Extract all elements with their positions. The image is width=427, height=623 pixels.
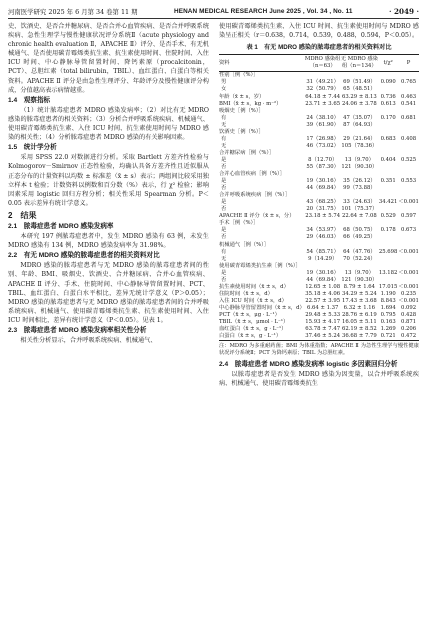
cell-p: 0.235 [401,290,417,297]
cell-variable: 无 [221,255,227,262]
cell-no-mdro: 62.19 ± 8.52 [341,326,377,333]
paragraph-statistics: 采用 SPSS 22.0 对数据进行分析。采取 Bartlett 方差齐性检验与 Kolmogorov－Smirnov 正态性检验，均确认具备方差齐性且近似服从正态分布的计量资料以均数 ± 标准差（x̄ ± s）表示；两组间比较采用独立样本 t 检验；计数资料以例数和百分数（%）表示，行 χ² 检验；影响因素采用 logistic 回归方程分析；相关性采用 Spearman 分析。P＜0.05 表示差异有统计学意义。 [8,154,209,207]
table-row [219,94,419,101]
cell-p [398,192,419,199]
cell-mdro: 23.18 ± 5.74 [305,213,341,220]
cell-p [398,185,419,192]
cell-mdro: 17（26.98） [306,135,339,142]
cell-no-mdro: 66（49.25） [343,234,376,241]
cell-variable: 无 [221,121,227,128]
cell-p: ＜0.001 [398,199,419,206]
cell-p: ＜0.001 [398,269,419,276]
cell-mdro: 44（69.84） [306,185,339,192]
cell-mdro: 6.64 ± 1.37 [306,304,339,311]
paragraph-observation-indices: （1）统计脓毒症患者 MDRO 感染发病率；（2）对比有无 MDRO 感染的脓毒症患者的相关资料；（3）分析合并呼吸系统疾病、机械通气、使用碳青霉烯类抗生素、入住 ICU 时间、抗生素使用时间与 MDRO 感染的相关性；（4）分析脓毒症患者 MDRO 感染的有关影响因素。 [8,106,209,142]
cell-p: 0.472 [401,333,417,340]
cell-stat [378,150,398,157]
table-row [219,256,419,263]
cell-mdro: 35.18 ± 4.06 [305,290,341,297]
cell-no-mdro: 33（24.63） [343,199,376,206]
cell-p [398,277,419,284]
cell-mdro: 24（38.10） [306,114,339,121]
cell-stat: 0.163 [380,319,396,326]
cell-no-mdro: 35（26.12） [343,178,376,185]
cell-no-mdro [341,108,379,115]
cell-no-mdro: 28.76 ± 6.19 [341,311,377,318]
cell-mdro: 55（87.30） [306,163,339,170]
cell-mdro: 37.46 ± 5.24 [305,333,341,340]
cell-variable: PCT（x̄ ± s，μg · L⁻¹） [219,311,280,318]
cell-p: 0.408 [401,135,417,142]
cell-stat [378,122,398,129]
col-header-item: 资料 [219,59,230,66]
cell-stat: 13.182 [378,269,398,276]
cell-stat: 0.736 [380,93,396,100]
cell-p [398,171,419,178]
cell-p [398,242,419,249]
cell-variable: 吸烟史［例（%）］ [219,107,264,114]
cell-p: 0.765 [401,79,417,86]
cell-p: 0.681 [401,114,417,121]
cell-variable: 合并糖尿病［例（%）］ [219,149,275,156]
table-row [219,86,419,93]
cell-mdro: 22.57 ± 3.95 [305,297,341,304]
cell-no-mdro: 22.64 ± 7.08 [341,213,377,220]
cell-mdro: 15.93 ± 4.17 [305,319,341,326]
table-row [219,284,419,291]
cell-stat [378,263,398,270]
cell-mdro: 44（69.84） [306,276,339,283]
cell-variable: 有 [221,135,227,142]
cell-variable: 性别［例（%）］ [219,72,259,79]
table-note: 注：MDRO 为多重耐药菌；BMI 为体重指数；APACHE Ⅱ 为急性生理学与慢性健康状况评分系统Ⅱ；PCT 为降钙素原；TBIL 为总胆红素。 [219,343,419,357]
cell-p [398,122,419,129]
cell-p [398,164,419,171]
cell-no-mdro: 24.06 ± 3.78 [341,100,377,107]
heading-2-1: 2.1 脓毒症患者 MDRO 感染发病率 [8,222,114,230]
cell-mdro: 12.65 ± 1.08 [305,283,341,290]
cell-mdro: 32（50.79） [306,86,339,93]
cell-variable: 饮酒史［例（%）］ [219,128,264,135]
cell-mdro [305,129,341,136]
cell-stat: 1.269 [380,326,396,333]
cell-variable: 白蛋白（x̄ ± s，g · L⁻¹） [219,333,282,340]
cell-mdro: 34（53.97） [306,227,339,234]
table-row [219,312,419,319]
cell-mdro [305,263,341,270]
table-body [219,72,419,341]
table-row [219,234,419,241]
cell-no-mdro: 6.32 ± 1.16 [343,304,376,311]
cell-no-mdro: 68（50.75） [343,227,376,234]
cell-mdro: 20（31.75） [306,206,339,213]
cell-stat [378,185,398,192]
heading-2-2: 2.2 有无 MDRO 感染的脓毒症患者的相关资料对比 [8,252,160,260]
cell-stat: 0.721 [380,333,396,340]
cell-mdro: 9（14.29） [308,255,338,262]
cell-variable: 否 [221,206,227,213]
data-table [219,54,419,341]
cell-no-mdro: 99（73.88） [343,185,376,192]
cell-variable: 否 [221,276,227,283]
cell-no-mdro [341,242,379,249]
cell-p: 0.553 [401,178,417,185]
table-row [219,270,419,277]
heading-1-5: 1.5 统计学分析 [8,144,57,152]
table-row [219,242,419,249]
table-row [219,263,419,270]
cell-stat: 17.015 [378,283,398,290]
col-header-no-mdro: 无 MDRO 感染组（n＝134） [340,56,378,70]
table-row [219,249,419,256]
cell-variable: 年龄（x̄ ± s，岁） [219,93,265,100]
cell-stat [378,171,398,178]
cell-stat [378,108,398,115]
col-header-stat: t/χ² [383,59,393,66]
cell-stat: 1.694 [380,304,396,311]
cell-stat: 0.090 [380,79,396,86]
cell-stat: 0.683 [380,135,396,142]
cell-stat [378,164,398,171]
cell-variable: 否 [221,163,227,170]
cell-p [398,220,419,227]
table-row [219,150,419,157]
table-row [219,277,419,284]
cell-stat: 0.795 [380,311,396,318]
cell-stat: 25.698 [378,248,398,255]
cell-p [398,234,419,241]
cell-stat [378,129,398,136]
cell-mdro: 29.48 ± 5.33 [305,311,341,318]
cell-no-mdro [341,263,379,270]
cell-p: 0.092 [401,304,417,311]
cell-variable: 否 [221,234,227,241]
cell-variable: 有 [221,114,227,121]
cell-stat [378,256,398,263]
table-header-row [219,55,419,72]
cell-stat [378,220,398,227]
cell-mdro [305,108,341,115]
cell-stat [378,143,398,150]
cell-no-mdro: 87（64.93） [343,121,376,128]
cell-mdro: 8（12.70） [308,156,338,163]
cell-mdro: 43（68.25） [306,199,339,206]
table-caption: 表 1 有无 MDRO 感染的脓毒症患者的相关资料对比 [246,44,392,52]
cell-mdro: 29（46.03） [306,234,339,241]
cell-variable: 无 [221,142,227,149]
cell-variable: 中心静脉导管留置时间（x̄ ± s，d） [219,304,305,311]
table-row [219,122,419,129]
cell-no-mdro: 16.05 ± 5.11 [341,319,377,326]
cell-p [398,108,419,115]
table-row [219,101,419,108]
cell-stat [378,234,398,241]
table-row [219,298,419,305]
cell-variable: TBIL（x̄ ± s，μmol · L⁻¹） [219,319,289,326]
cell-no-mdro: 69（51.49） [343,79,376,86]
table-row [219,108,419,115]
cell-mdro: 19（30.16） [306,178,339,185]
cell-p: ＜0.001 [398,283,419,290]
cell-stat [378,72,398,80]
journal-issue-label: 河南医学研究 2025 年 6 月第 34 卷第 11 期 [8,8,138,16]
cell-no-mdro: 65（48.51） [343,86,376,93]
cell-mdro [305,150,341,157]
cell-no-mdro: 13（9.70） [344,269,374,276]
cell-no-mdro: 34.29 ± 5.24 [341,290,377,297]
cell-mdro: 46（73.02） [306,142,339,149]
cell-stat: 0.529 [380,213,396,220]
right-column [219,22,419,388]
cell-stat: 0.351 [380,178,396,185]
paragraph-correlation: 相关性分析显示，合并呼吸系统疾病、机械通气、 [20,337,157,345]
cell-no-mdro [341,150,379,157]
cell-p: 0.206 [401,326,417,333]
table-row [219,291,419,298]
cell-mdro: 54（85.71） [306,248,339,255]
cell-no-mdro: 105（78.36） [341,142,378,149]
table-row [219,115,419,122]
cell-stat: 34.421 [378,199,398,206]
col-header-p: P [406,59,411,66]
journal-english-title: HENAN MEDICAL RESEARCH June 2025 , Vol. 34 , No. 11 [174,8,353,15]
cell-p: 0.525 [401,156,417,163]
left-column [8,22,209,345]
cell-variable: 是 [221,156,227,163]
paragraph-logistic: 以脓毒症患者是否发生 MDRO 感染为因变量，以合并呼吸系统疾病、机械通气、使用碳青霉烯类抗生 [219,371,419,388]
cell-stat [378,242,398,249]
cell-stat [378,277,398,284]
cell-stat [378,192,398,199]
cell-mdro: 31（49.21） [306,79,339,86]
cell-mdro: 23.71 ± 3.65 [305,100,341,107]
cell-no-mdro: 70（52.24） [343,255,376,262]
cell-stat [378,206,398,213]
cell-variable: 是 [221,269,227,276]
cell-stat: 1.190 [380,290,396,297]
cell-variable: 住院时间（x̄ ± s，d） [219,290,273,297]
cell-p [398,72,419,80]
heading-2-4: 2.4 脓毒症患者 MDRO 感染发病率 logistic 多因素回归分析 [219,361,398,369]
heading-2-3: 2.3 脓毒症患者 MDRO 感染发病率相关性分析 [8,327,147,334]
cell-variable: 女 [221,86,227,93]
cell-no-mdro: 121（90.30） [341,163,378,170]
table-row [219,319,419,326]
cell-variable: 是 [221,199,227,206]
cell-variable: BMI（x̄ ± s，kg · m⁻²） [219,100,282,107]
cell-variable: 合并心血管疾病［例（%）］ [219,171,285,178]
table-row [219,129,419,136]
table-row [219,136,419,143]
cell-stat: 8.843 [380,297,396,304]
cell-no-mdro: 29（21.64） [343,135,376,142]
heading-2-results: 2 结果 [8,210,37,220]
cell-no-mdro: 13（9.70） [344,156,374,163]
cell-no-mdro: 36.68 ± 7.79 [341,333,377,340]
cell-no-mdro: 101（75.37） [341,206,378,213]
cell-stat: 0.170 [380,114,396,121]
cell-variable: 是 [221,178,227,185]
cell-mdro: 63.78 ± 7.47 [305,326,341,333]
cell-p: 0.463 [401,93,417,100]
cell-stat: 0.178 [380,227,396,234]
cell-variable: 是 [221,227,227,234]
paragraph-comparison: MDRO 感染的脓毒症患者与无 MDRO 感染的脓毒症患者间的性别、年龄、BMI、吸烟史、饮酒史、合并糖尿病、合并心血管疾病、APACHE Ⅱ 评分、手术、住院时间、中心静脉导管留置时间、PCT、TBIL、血红蛋白、白蛋白水平相比，差异无统计学意义（P＞0.05）；MDRO 感染的脓毒症患者与无 MDRO 感染的脓毒症患者间的合并呼吸系统疾病、机械通气、使用碳青霉烯类抗生素、抗生素使用时间、入住 ICU 时间相比，差异有统计学意义（P＜0.05）。见表 1。 [8,262,209,324]
cell-p: ＜0.001 [398,297,419,304]
cell-no-mdro: 8.79 ± 1.64 [343,283,376,290]
cell-mdro [305,242,341,249]
cell-mdro: 39（61.90） [306,121,339,128]
table-row [219,305,419,312]
cell-mdro: 64.18 ± 7.44 [305,93,341,100]
cell-no-mdro [341,129,379,136]
cell-p [398,263,419,270]
cell-no-mdro: 121（90.30） [341,276,378,283]
cell-p [398,256,419,263]
paragraph-incidence: 本研究 197 例脓毒症患者中，发生 MDRO 感染有 63 例，未发生 MDRO 感染有 134 例，MDRO 感染发病率为 31.98%。 [8,233,209,250]
heading-1-4: 1.4 观察指标 [8,96,51,104]
cell-p: 0.871 [401,319,417,326]
page-header [8,5,419,19]
cell-variable: 抗生素使用时间（x̄ ± s，d） [219,283,289,290]
table-row [219,157,419,164]
page-number: · 2049 · [388,7,419,16]
cell-variable: 使用碳青霉烯类抗生素［例（%）］ [219,262,301,269]
cell-variable: 机械通气［例（%）］ [219,241,270,248]
cell-p [398,143,419,150]
cell-stat: 0.613 [380,100,396,107]
cell-variable: 手术［例（%）］ [219,220,259,227]
cell-stat [378,86,398,93]
cell-p [398,86,419,93]
cell-variable: 合并呼吸系统疾病［例（%）］ [219,192,291,199]
table-row [219,143,419,150]
col-header-mdro: MDRO 感染组（n＝63） [304,56,341,70]
paragraph-data-collection: 史、饮酒史、是否合并糖尿病、是否合并心血管疾病、是否合并呼吸系统疾病、急性生理学与慢性健康状况评分系统Ⅱ（acute physiology and chronic health evaluation Ⅱ，APACHE Ⅱ）评分、是否手术、有无机械通气、是否使用碳青霉烯类抗生素、抗生素使用时间、住院时间、入住 ICU 时间、中心静脉导管留置时间、降钙素原（procalcitonin，PCT）、总胆红素（total bilirubin，TBIL）、血红蛋白、白蛋白等相关资料。APACHE Ⅱ 评分是由急性生理评分、年龄评分及慢性健康评分构成，分值越高表示病情越重。 [8,23,209,94]
cell-no-mdro: 63.29 ± 8.13 [341,93,377,100]
cell-p: 0.597 [401,213,417,220]
table-row [219,333,419,341]
paragraph-correlation-cont: 使用碳青霉烯类抗生素、入住 ICU 时间、抗生素使用时间与 MDRO 感染呈正相关（r＝0.638，0.714，0.539，0.488，0.594，P＜0.05）。 [219,23,419,40]
cell-no-mdro: 17.43 ± 3.68 [341,297,377,304]
cell-variable: 否 [221,185,227,192]
cell-p [398,150,419,157]
cell-p: 0.541 [401,100,417,107]
cell-p [398,206,419,213]
cell-no-mdro: 47（35.07） [343,114,376,121]
cell-p: 0.673 [401,227,417,234]
cell-variable: 入住 ICU 时间（x̄ ± s，d） [219,297,287,304]
table-row [219,164,419,171]
cell-no-mdro: 64（47.76） [343,248,376,255]
cell-p: 0.428 [401,311,417,318]
cell-variable: 有 [221,248,227,255]
cell-p: ＜0.001 [398,248,419,255]
cell-stat: 0.404 [380,156,396,163]
cell-variable: 血红蛋白（x̄ ± s，g · L⁻¹） [219,326,287,333]
cell-mdro: 19（30.16） [306,269,339,276]
cell-variable: APACHE Ⅱ 评分（x̄ ± s，分） [219,213,295,220]
cell-p [398,129,419,136]
cell-variable: 男 [221,79,227,86]
